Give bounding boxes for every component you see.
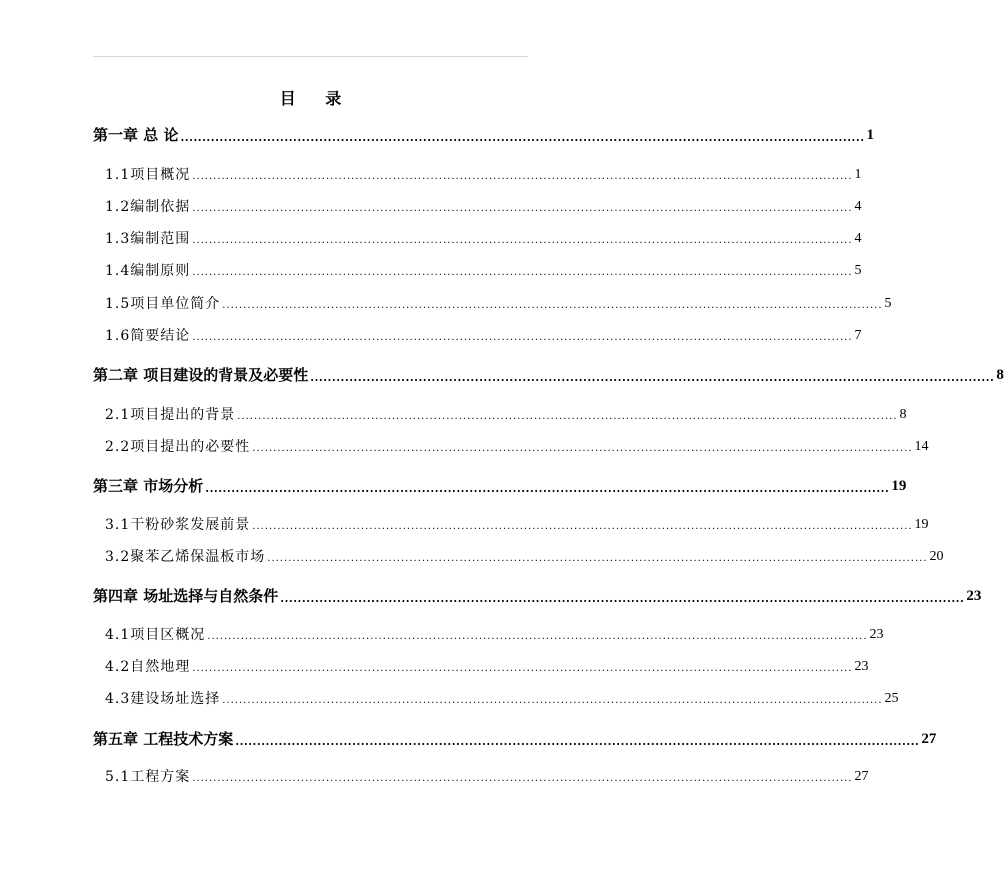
toc-entry-page: 23 (854, 659, 869, 674)
toc-entry-section-4-3[interactable] (105, 691, 899, 707)
dot-leader: .............................................................................................................................................................. (252, 521, 913, 532)
toc-entry-page: 20 (929, 549, 944, 564)
dot-leader: .............................................................................................................................................................. (180, 131, 865, 144)
toc-entry-section-4-1[interactable] (105, 627, 884, 643)
toc-entry-section-3-1[interactable] (105, 517, 929, 533)
toc-entry-page: 1 (866, 127, 875, 143)
toc-entry-section-1-2[interactable] (105, 199, 862, 215)
header-rule (93, 56, 528, 57)
toc-entry-chapter-5[interactable] (93, 730, 937, 748)
toc-entry-chapter-4[interactable] (93, 587, 982, 605)
toc-entry-label: 1.5项目单位简介 (105, 296, 221, 312)
toc-entry-label: 5.1工程方案 (105, 769, 191, 785)
toc-entry-section-1-5[interactable] (105, 296, 892, 312)
toc-entry-section-1-3[interactable] (105, 231, 862, 247)
dot-leader: .............................................................................................................................................................. (192, 203, 853, 214)
toc-entry-label: 1.3编制范围 (105, 231, 191, 247)
toc-entry-label: 4.2自然地理 (105, 659, 191, 675)
toc-entry-label: 3.2聚苯乙烯保温板市场 (105, 549, 266, 565)
toc-entry-chapter-2[interactable] (93, 366, 1004, 384)
dot-leader: .............................................................................................................................................................. (192, 267, 853, 278)
toc-entry-label: 3.1干粉砂浆发展前景 (105, 517, 251, 533)
dot-leader: .............................................................................................................................................................. (207, 631, 868, 642)
toc-entry-page: 23 (966, 588, 982, 604)
toc-entry-label: 4.1项目区概况 (105, 627, 206, 643)
dot-leader: .............................................................................................................................................................. (205, 482, 890, 495)
toc-entry-label: 1.2编制依据 (105, 199, 191, 215)
toc-entry-page: 4 (854, 199, 862, 214)
toc-entry-section-2-1[interactable] (105, 407, 907, 423)
dot-leader: .............................................................................................................................................................. (252, 443, 913, 454)
toc-entry-page: 5 (884, 296, 892, 311)
toc-entry-section-5-1[interactable] (105, 769, 869, 785)
toc-entry-label: 4.3建设场址选择 (105, 691, 221, 707)
dot-leader: .............................................................................................................................................................. (192, 235, 853, 246)
dot-leader: .............................................................................................................................................................. (192, 171, 853, 182)
toc-entry-page: 8 (996, 367, 1004, 383)
dot-leader: .............................................................................................................................................................. (192, 773, 853, 784)
toc-entry-section-3-2[interactable] (105, 549, 944, 565)
toc-entry-page: 5 (854, 263, 862, 278)
toc-entry-section-1-6[interactable] (105, 328, 862, 344)
toc-entry-label: 第五章 工程技术方案 (93, 730, 234, 748)
toc-entry-label: 2.1项目提出的背景 (105, 407, 236, 423)
toc-entry-section-1-4[interactable] (105, 263, 862, 279)
toc-entry-label: 第三章 市场分析 (93, 477, 204, 495)
toc-entry-page: 1 (854, 167, 862, 182)
toc-entry-chapter-1[interactable] (93, 126, 875, 144)
dot-leader: .............................................................................................................................................................. (192, 663, 853, 674)
toc-entry-label: 1.1项目概况 (105, 167, 191, 183)
toc-entry-label: 2.2项目提出的必要性 (105, 439, 251, 455)
toc-entry-page: 27 (921, 731, 937, 747)
toc-entry-page: 25 (884, 691, 899, 706)
dot-leader: .............................................................................................................................................................. (222, 695, 883, 706)
toc-entry-label: 第一章 总 论 (93, 126, 179, 144)
toc-entry-page: 8 (899, 407, 907, 422)
dot-leader: .............................................................................................................................................................. (235, 735, 920, 748)
toc-entry-section-4-2[interactable] (105, 659, 869, 675)
toc-entry-label: 1.6简要结论 (105, 328, 191, 344)
toc-entry-label: 第二章 项目建设的背景及必要性 (93, 366, 309, 384)
toc-entry-section-2-2[interactable] (105, 439, 929, 455)
toc-entry-page: 14 (914, 439, 929, 454)
toc-entry-page: 19 (914, 517, 929, 532)
dot-leader: .............................................................................................................................................................. (222, 300, 883, 311)
toc-entry-page: 19 (891, 478, 907, 494)
dot-leader: .............................................................................................................................................................. (192, 332, 853, 343)
toc-entry-page: 27 (854, 769, 869, 784)
toc-entry-chapter-3[interactable] (93, 477, 907, 495)
toc-entry-section-1-1[interactable] (105, 167, 862, 183)
toc-entry-page: 4 (854, 231, 862, 246)
toc-entry-page: 7 (854, 328, 862, 343)
toc-entry-label: 1.4编制原则 (105, 263, 191, 279)
dot-leader: .............................................................................................................................................................. (267, 553, 928, 564)
toc-title: 目 录 (279, 89, 354, 108)
dot-leader: .............................................................................................................................................................. (280, 592, 965, 605)
dot-leader: .............................................................................................................................................................. (237, 411, 898, 422)
toc-entry-page: 23 (869, 627, 884, 642)
dot-leader: .............................................................................................................................................................. (310, 371, 995, 384)
toc-entry-label: 第四章 场址选择与自然条件 (93, 587, 279, 605)
